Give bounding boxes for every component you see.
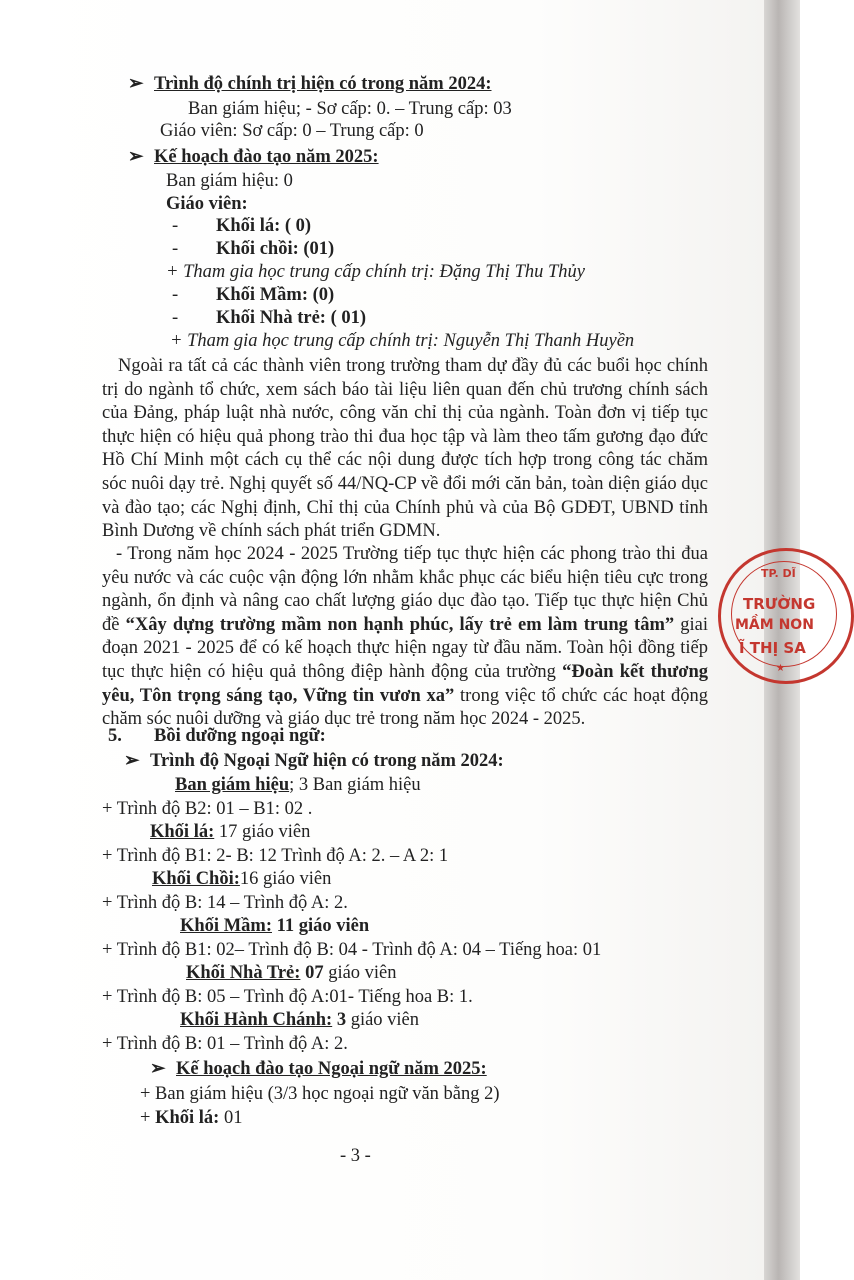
official-seal-stamp: TP. DĨ TRƯỜNG MẦM NON Ĩ THỊ SA ★ bbox=[718, 548, 854, 684]
text-line: + Trình độ B: 01 – Trình độ A: 2. bbox=[102, 1034, 348, 1054]
text-line: Khối lá: 17 giáo viên bbox=[150, 822, 311, 842]
text-line: + Tham gia học trung cấp chính trị: Đặng Thị Thu Thủy bbox=[166, 262, 585, 282]
arrow-bullet-icon: ➢ bbox=[150, 1059, 166, 1079]
text-line: + Trình độ B1: 2- B: 12 Trình độ A: 2. – A 2: 1 bbox=[102, 846, 449, 866]
heading-language-2024: ➢ Trình độ Ngoại Ngữ hiện có trong năm 2024: bbox=[124, 751, 504, 771]
text-line: + Trình độ B2: 01 – B1: 02 . bbox=[102, 799, 313, 819]
heading-training-plan-2025: ➢ Kế hoạch đào tạo năm 2025: bbox=[128, 147, 379, 167]
text-line: + Khối lá: 01 bbox=[140, 1108, 243, 1128]
heading-political-2024: ➢ Trình độ chính trị hiện có trong năm 2024: bbox=[128, 74, 492, 94]
text-line: Khối Chồi:16 giáo viên bbox=[152, 869, 332, 889]
list-item: - Khối lá: ( 0) bbox=[172, 216, 312, 236]
paragraph: Ngoài ra tất cả các thành viên trong trường tham dự đầy đủ các buổi học chính trị do ngành tổ chức, xem sách báo tài liệu liên quan đến chủ trương chính sách của Đảng, pháp luật nhà nước, công văn chỉ thị của ngành. Toàn đơn vị tiếp tục thực hiện có hiệu quả phong trào thi đua học tập và làm theo tấm gương đạo đức Hồ Chí Minh một cách cụ thể các nội dung được tích hợp trong công tác chăm sóc nuôi dạy trẻ. Nghị quyết số 44/NQ-CP về đổi mới căn bản, toàn diện giáo dục và đào tạo; các Nghị định, Chỉ thị của Chính phủ và của Bộ GDĐT, UBND tỉnh Bình Dương về chính sách phát triển GDMN. bbox=[102, 356, 708, 542]
arrow-bullet-icon: ➢ bbox=[124, 751, 140, 771]
text-line: Ban giám hiệu: 0 bbox=[166, 171, 293, 191]
text-line: Khối Hành Chánh: 3 giáo viên bbox=[180, 1010, 420, 1030]
paragraph: - Trong năm học 2024 - 2025 Trường tiếp tục thực hiện các phong trào thi đua yêu nước và các cuộc vận động lớn nhằm khắc phục các biểu hiện tiêu cực trong ngành, ổn định và nâng cao chất lượng giáo dục đào tạo. Tiếp tục thực hiện Chủ đề “Xây dựng trường mầm non hạnh phúc, lấy trẻ em làm trung tâm” giai đoạn 2021 - 2025 để có kế hoạch thực hiện ngay từ đầu năm. Toàn hội đồng tiếp tục thực hiện có hiệu quả thông điệp hành động của trường “Đoàn kết thương yêu, Tôn trọng sáng tạo, Vững tin vươn xa” trong việc tổ chức các hoạt động chăm sóc nuôi dưỡng và giáo dục trẻ trong năm học 2024 - 2025. bbox=[102, 544, 708, 730]
list-item: - Khối Mầm: (0) bbox=[172, 285, 335, 305]
text-line: + Trình độ B: 05 – Trình độ A:01- Tiếng hoa B: 1. bbox=[102, 987, 473, 1007]
text-line: + Tham gia học trung cấp chính trị: Nguyễn Thị Thanh Huyền bbox=[170, 331, 635, 351]
text-line: Khối Nhà Trẻ: 07 giáo viên bbox=[186, 963, 397, 983]
page-number: - 3 - bbox=[340, 1146, 371, 1166]
list-item: - Khối chồi: (01) bbox=[172, 239, 335, 259]
text-line: + Trình độ B1: 02– Trình độ B: 04 - Trình độ A: 04 – Tiếng hoa: 01 bbox=[102, 940, 602, 960]
label-teachers: Giáo viên: bbox=[166, 194, 248, 214]
arrow-bullet-icon: ➢ bbox=[128, 74, 144, 94]
heading-language-plan-2025: ➢ Kế hoạch đào tạo Ngoại ngữ năm 2025: bbox=[150, 1059, 487, 1079]
text-line: + Ban giám hiệu (3/3 học ngoại ngữ văn bằng 2) bbox=[140, 1084, 500, 1104]
text-line: + Trình độ B: 14 – Trình độ A: 2. bbox=[102, 893, 348, 913]
text-line: Ban giám hiệu; - Sơ cấp: 0. – Trung cấp: 03 bbox=[188, 99, 512, 119]
text-line: Giáo viên: Sơ cấp: 0 – Trung cấp: 0 bbox=[160, 121, 424, 141]
star-icon: ★ bbox=[776, 663, 785, 674]
list-item: - Khối Nhà trẻ: ( 01) bbox=[172, 308, 367, 328]
section-heading: 5. Bồi dưỡng ngoại ngữ: bbox=[108, 726, 326, 746]
text-line: Ban giám hiệu; 3 Ban giám hiệu bbox=[175, 775, 421, 795]
arrow-bullet-icon: ➢ bbox=[128, 147, 144, 167]
text-line: Khối Mầm: 11 giáo viên bbox=[180, 916, 370, 936]
